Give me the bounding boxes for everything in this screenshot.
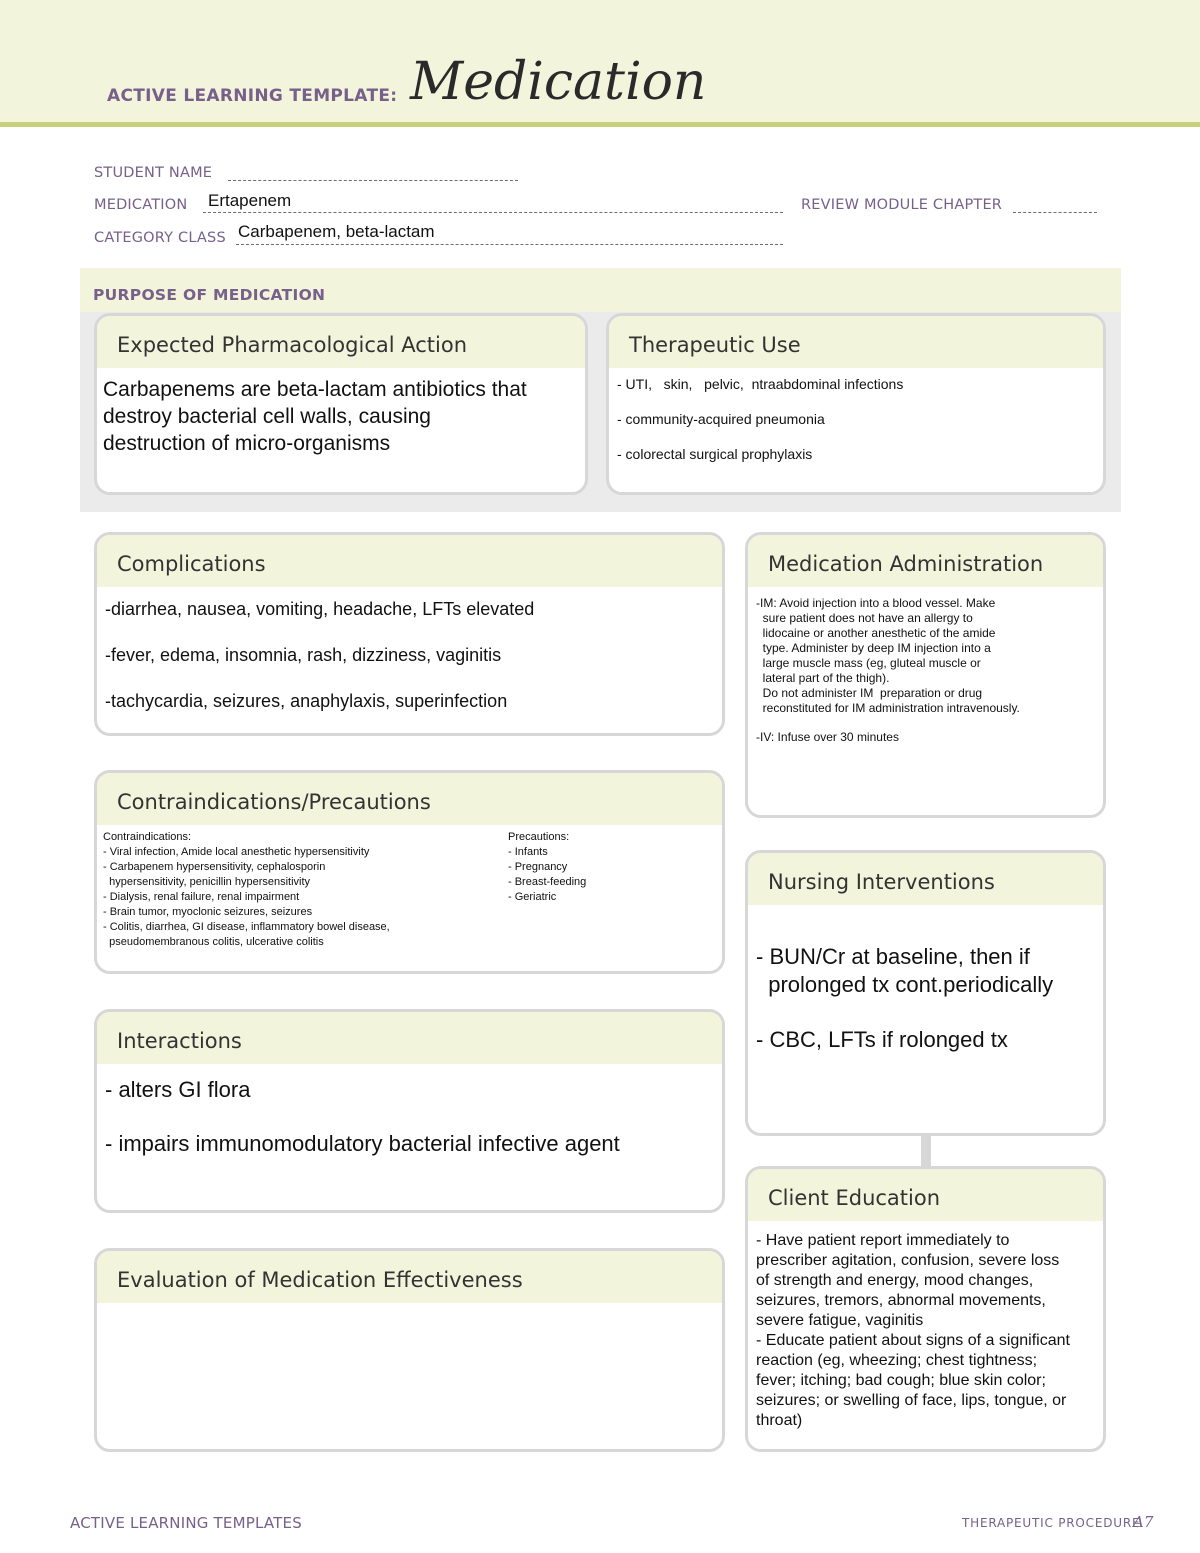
footer-right: THERAPEUTIC PROCEDURE bbox=[962, 1516, 1141, 1530]
contraindication-line: - Dialysis, renal failure, renal impairment bbox=[103, 891, 300, 903]
contraindications-card bbox=[94, 770, 725, 974]
card-connector bbox=[921, 1135, 931, 1167]
administration-line: large muscle mass (eg, gluteal muscle or bbox=[756, 656, 981, 670]
medication-line bbox=[203, 212, 783, 213]
nursing-interventions-card bbox=[745, 850, 1106, 1136]
student-name-label: STUDENT NAME bbox=[94, 165, 213, 181]
client-education-line: prescriber agitation, confusion, severe loss bbox=[756, 1252, 1060, 1269]
page-title: Medication bbox=[410, 52, 707, 112]
review-module-label: REVIEW MODULE CHAPTER bbox=[801, 197, 1003, 213]
contraindication-line: - Carbapenem hypersensitivity, cephalosporin bbox=[103, 861, 326, 873]
precautions-list bbox=[508, 830, 586, 905]
complications-line: -fever, edema, insomnia, rash, dizziness, vaginitis bbox=[105, 645, 502, 665]
precaution-line: - Breast-feeding bbox=[508, 876, 587, 888]
header-kicker: ACTIVE LEARNING TEMPLATE: bbox=[107, 86, 398, 106]
precaution-line: Precautions: bbox=[508, 831, 570, 843]
evaluation-card bbox=[94, 1248, 725, 1452]
medication-administration-title: Medication Administration bbox=[748, 535, 1103, 587]
expected-action-title: Expected Pharmacological Action bbox=[97, 316, 585, 368]
client-education-card bbox=[745, 1166, 1106, 1452]
contraindications-list bbox=[103, 830, 390, 950]
expected-action-line: destruction of micro-organisms bbox=[103, 432, 391, 455]
administration-line: reconstituted for IM administration intravenously. bbox=[756, 701, 1020, 715]
therapeutic-use-line: - community-acquired pneumonia bbox=[617, 411, 825, 427]
expected-action-line: Carbapenems are beta-lactam antibiotics that bbox=[103, 378, 527, 401]
therapeutic-use-line: - colorectal surgical prophylaxis bbox=[617, 446, 813, 462]
review-module-line bbox=[1013, 212, 1097, 213]
precaution-line: - Geriatric bbox=[508, 891, 557, 903]
complications-title: Complications bbox=[97, 535, 722, 587]
therapeutic-use-title: Therapeutic Use bbox=[609, 316, 1103, 368]
client-education-line: seizures, tremors, abnormal movements, bbox=[756, 1292, 1046, 1309]
header-rule bbox=[0, 122, 1200, 127]
precaution-line: - Infants bbox=[508, 846, 548, 858]
nursing-intervention-line: prolonged tx cont.periodically bbox=[756, 972, 1054, 997]
medication-field[interactable]: Ertapenem bbox=[208, 191, 292, 210]
precaution-line: - Pregnancy bbox=[508, 861, 568, 873]
medication-label: MEDICATION bbox=[94, 197, 188, 213]
client-education-line: severe fatigue, vaginitis bbox=[756, 1312, 924, 1329]
interactions-title: Interactions bbox=[97, 1012, 722, 1064]
contraindication-line: - Viral infection, Amide local anesthetic hypersensitivity bbox=[103, 846, 370, 858]
contraindication-line: - Colitis, diarrhea, GI disease, inflammatory bowel disease, bbox=[103, 921, 390, 933]
contraindication-line: hypersensitivity, penicillin hypersensitivity bbox=[103, 876, 311, 888]
expected-action-line: destroy bacterial cell walls, causing bbox=[103, 405, 431, 428]
complications-card bbox=[94, 532, 725, 736]
administration-line: -IM: Avoid injection into a blood vessel. Make bbox=[756, 596, 996, 610]
client-education-line: fever; itching; bad cough; blue skin color; bbox=[756, 1372, 1046, 1389]
page-number: A7 bbox=[1133, 1513, 1154, 1531]
category-class-label: CATEGORY CLASS bbox=[94, 230, 226, 246]
contraindication-line: pseudomembranous colitis, ulcerative colitis bbox=[103, 936, 324, 948]
client-education-line: seizures; or swelling of face, lips, tongue, or bbox=[756, 1392, 1067, 1409]
client-education-line: - Educate patient about signs of a significant bbox=[756, 1332, 1070, 1349]
nursing-intervention-line: - BUN/Cr at baseline, then if bbox=[756, 944, 1030, 969]
complications-line: -tachycardia, seizures, anaphylaxis, superinfection bbox=[105, 691, 508, 711]
administration-line: lidocaine or another anesthetic of the amide bbox=[756, 626, 996, 640]
purpose-label: PURPOSE OF MEDICATION bbox=[93, 286, 326, 304]
student-name-line bbox=[228, 180, 518, 181]
medication-administration-card bbox=[745, 532, 1106, 818]
administration-line: sure patient does not have an allergy to bbox=[756, 611, 973, 625]
footer-left: ACTIVE LEARNING TEMPLATES bbox=[70, 1514, 302, 1532]
evaluation-field[interactable] bbox=[97, 1303, 722, 1443]
expected-action-card bbox=[94, 313, 588, 495]
client-education-line: reaction (eg, wheezing; chest tightness; bbox=[756, 1352, 1038, 1369]
nursing-interventions-title: Nursing Interventions bbox=[748, 853, 1103, 905]
contraindication-line: Contraindications: bbox=[103, 831, 192, 843]
evaluation-title: Evaluation of Medication Effectiveness bbox=[97, 1251, 722, 1303]
contraindications-title: Contraindications/Precautions bbox=[97, 773, 722, 825]
client-education-line: of strength and energy, mood changes, bbox=[756, 1272, 1034, 1289]
administration-line: type. Administer by deep IM injection into a bbox=[756, 641, 991, 655]
therapeutic-use-line: - UTI, skin, pelvic, ntraabdominal infections bbox=[617, 376, 904, 392]
interaction-line: - impairs immunomodulatory bacterial infective agent bbox=[105, 1131, 620, 1156]
therapeutic-use-card bbox=[606, 313, 1106, 495]
administration-line: Do not administer IM preparation or drug bbox=[756, 686, 983, 700]
client-education-title: Client Education bbox=[748, 1169, 1103, 1221]
complications-line: -diarrhea, nausea, vomiting, headache, LFTs elevated bbox=[105, 599, 535, 619]
nursing-intervention-line: - CBC, LFTs if rolonged tx bbox=[756, 1027, 1008, 1052]
category-class-field[interactable]: Carbapenem, beta-lactam bbox=[238, 222, 435, 241]
contraindication-line: - Brain tumor, myoclonic seizures, seizures bbox=[103, 906, 313, 918]
client-education-line: throat) bbox=[756, 1412, 803, 1429]
category-class-line bbox=[236, 244, 783, 245]
administration-iv-line: -IV: Infuse over 30 minutes bbox=[756, 730, 899, 744]
administration-line: lateral part of the thigh). bbox=[756, 671, 890, 685]
interactions-card bbox=[94, 1009, 725, 1213]
interaction-line: - alters GI flora bbox=[105, 1077, 251, 1102]
client-education-line: - Have patient report immediately to bbox=[756, 1232, 1010, 1249]
